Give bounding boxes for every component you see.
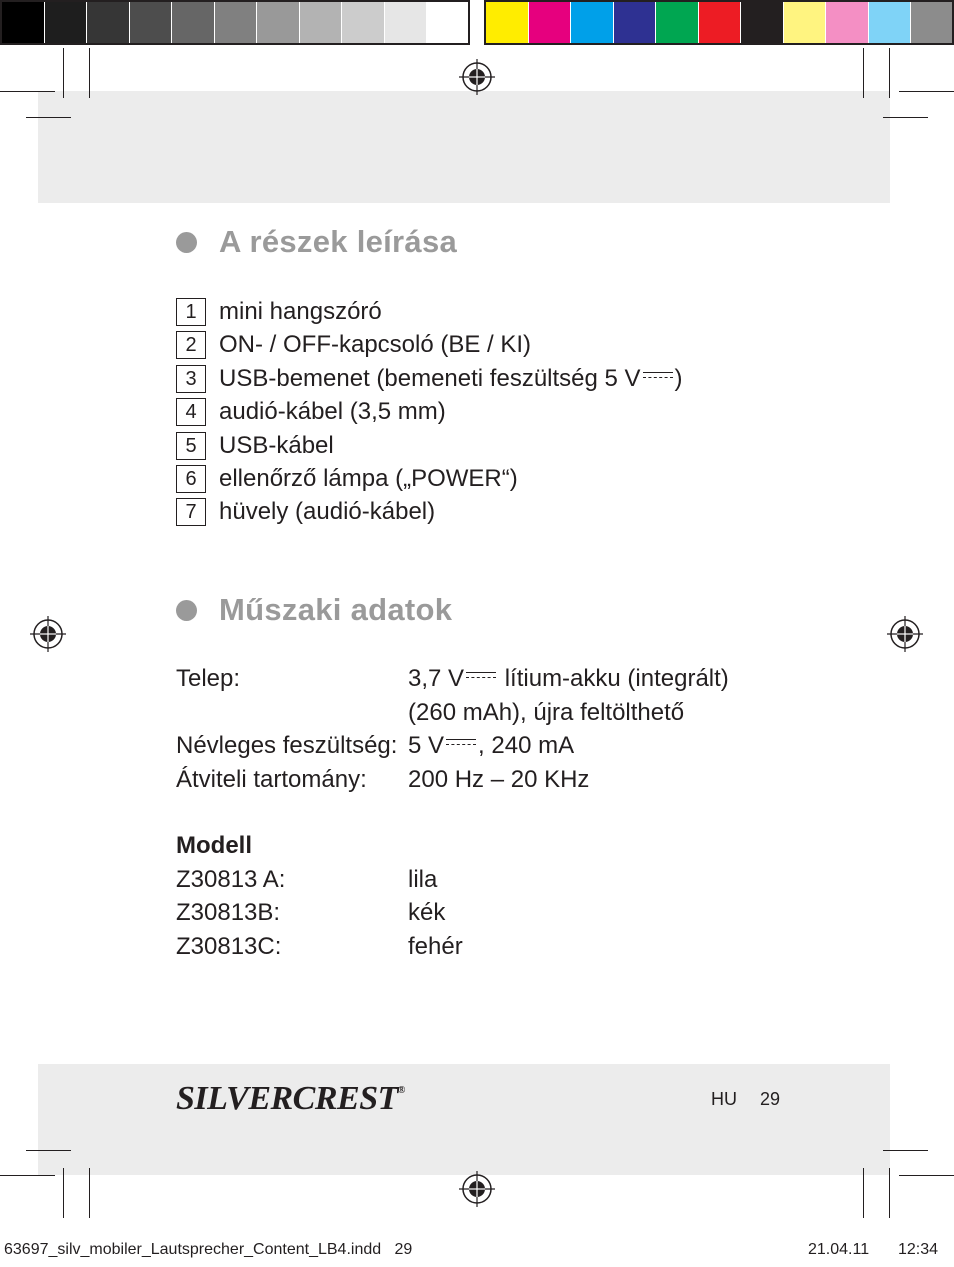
spec-value-range: 200 Hz – 20 KHz	[408, 766, 590, 793]
brand-logo	[176, 1080, 405, 1118]
spec-value-text: lítium-akku (integrált)	[504, 665, 729, 692]
dc-current-symbol-icon	[643, 372, 673, 380]
part-label: ellenőrző lámpa („POWER“)	[219, 465, 518, 492]
spec-value-text: 5 V	[408, 732, 445, 759]
spec-value-text: 3,7 V	[408, 665, 465, 692]
part-number: 5	[176, 432, 206, 460]
header-gray-band	[38, 91, 890, 203]
registration-mark-icon	[887, 616, 923, 652]
part-number: 1	[176, 298, 206, 326]
part-label	[219, 365, 683, 393]
language-code: HU	[711, 1089, 737, 1109]
part-label: ON- / OFF-kapcsoló (BE / KI)	[219, 331, 532, 358]
registered-mark: ®	[397, 1085, 405, 1096]
parts-heading: A részek leírása	[219, 224, 458, 259]
part-label: hüvely (audió-kábel)	[219, 498, 436, 525]
part-number: 7	[176, 498, 206, 526]
part-label-text: USB-bemenet (bemeneti feszültség 5 V	[219, 365, 641, 392]
dc-current-symbol-icon	[446, 739, 476, 747]
model-color: kék	[408, 899, 446, 926]
part-label: USB-kábel	[219, 432, 334, 459]
bullet-icon	[176, 600, 197, 621]
model-color: lila	[408, 866, 438, 893]
registration-mark-icon	[459, 59, 495, 95]
part-label: audió-kábel (3,5 mm)	[219, 398, 446, 425]
registration-mark-icon	[30, 616, 66, 652]
part-number: 3	[176, 365, 206, 393]
spec-value-battery	[408, 665, 729, 693]
spec-value-text: , 240 mA	[478, 732, 575, 759]
spec-label-battery: Telep:	[176, 665, 241, 692]
gray-bar-frame	[0, 0, 470, 45]
registration-mark-icon	[459, 1171, 495, 1207]
part-number: 6	[176, 465, 206, 493]
part-number: 2	[176, 331, 206, 359]
file-slug: 63697_silv_mobiler_Lautsprecher_Content_LB4.indd 29	[4, 1241, 413, 1258]
print-time: 12:34	[898, 1241, 939, 1258]
dc-current-symbol-icon	[466, 672, 496, 680]
specs-heading: Műszaki adatok	[219, 592, 453, 627]
part-label: mini hangszóró	[219, 298, 382, 325]
print-date: 21.04.11	[808, 1241, 870, 1258]
model-code: Z30813B:	[176, 899, 281, 926]
spec-value-battery-cont: (260 mAh), újra feltölthető	[408, 699, 685, 726]
spec-value-voltage	[408, 732, 574, 760]
footer-gray-band	[38, 1064, 890, 1175]
brand-name: SILVERCREST	[176, 1080, 398, 1117]
bullet-icon	[176, 232, 197, 253]
part-label-suffix: )	[674, 365, 683, 392]
model-heading: Modell	[176, 832, 252, 859]
model-code: Z30813C:	[176, 933, 282, 960]
part-number: 4	[176, 398, 206, 426]
color-bar-frame	[484, 0, 954, 45]
spec-label-range: Átviteli tartomány:	[176, 766, 367, 793]
page-number: 29	[760, 1089, 781, 1109]
model-color: fehér	[408, 933, 463, 960]
spec-label-voltage: Névleges feszültség:	[176, 732, 398, 759]
model-code: Z30813 A:	[176, 866, 286, 893]
